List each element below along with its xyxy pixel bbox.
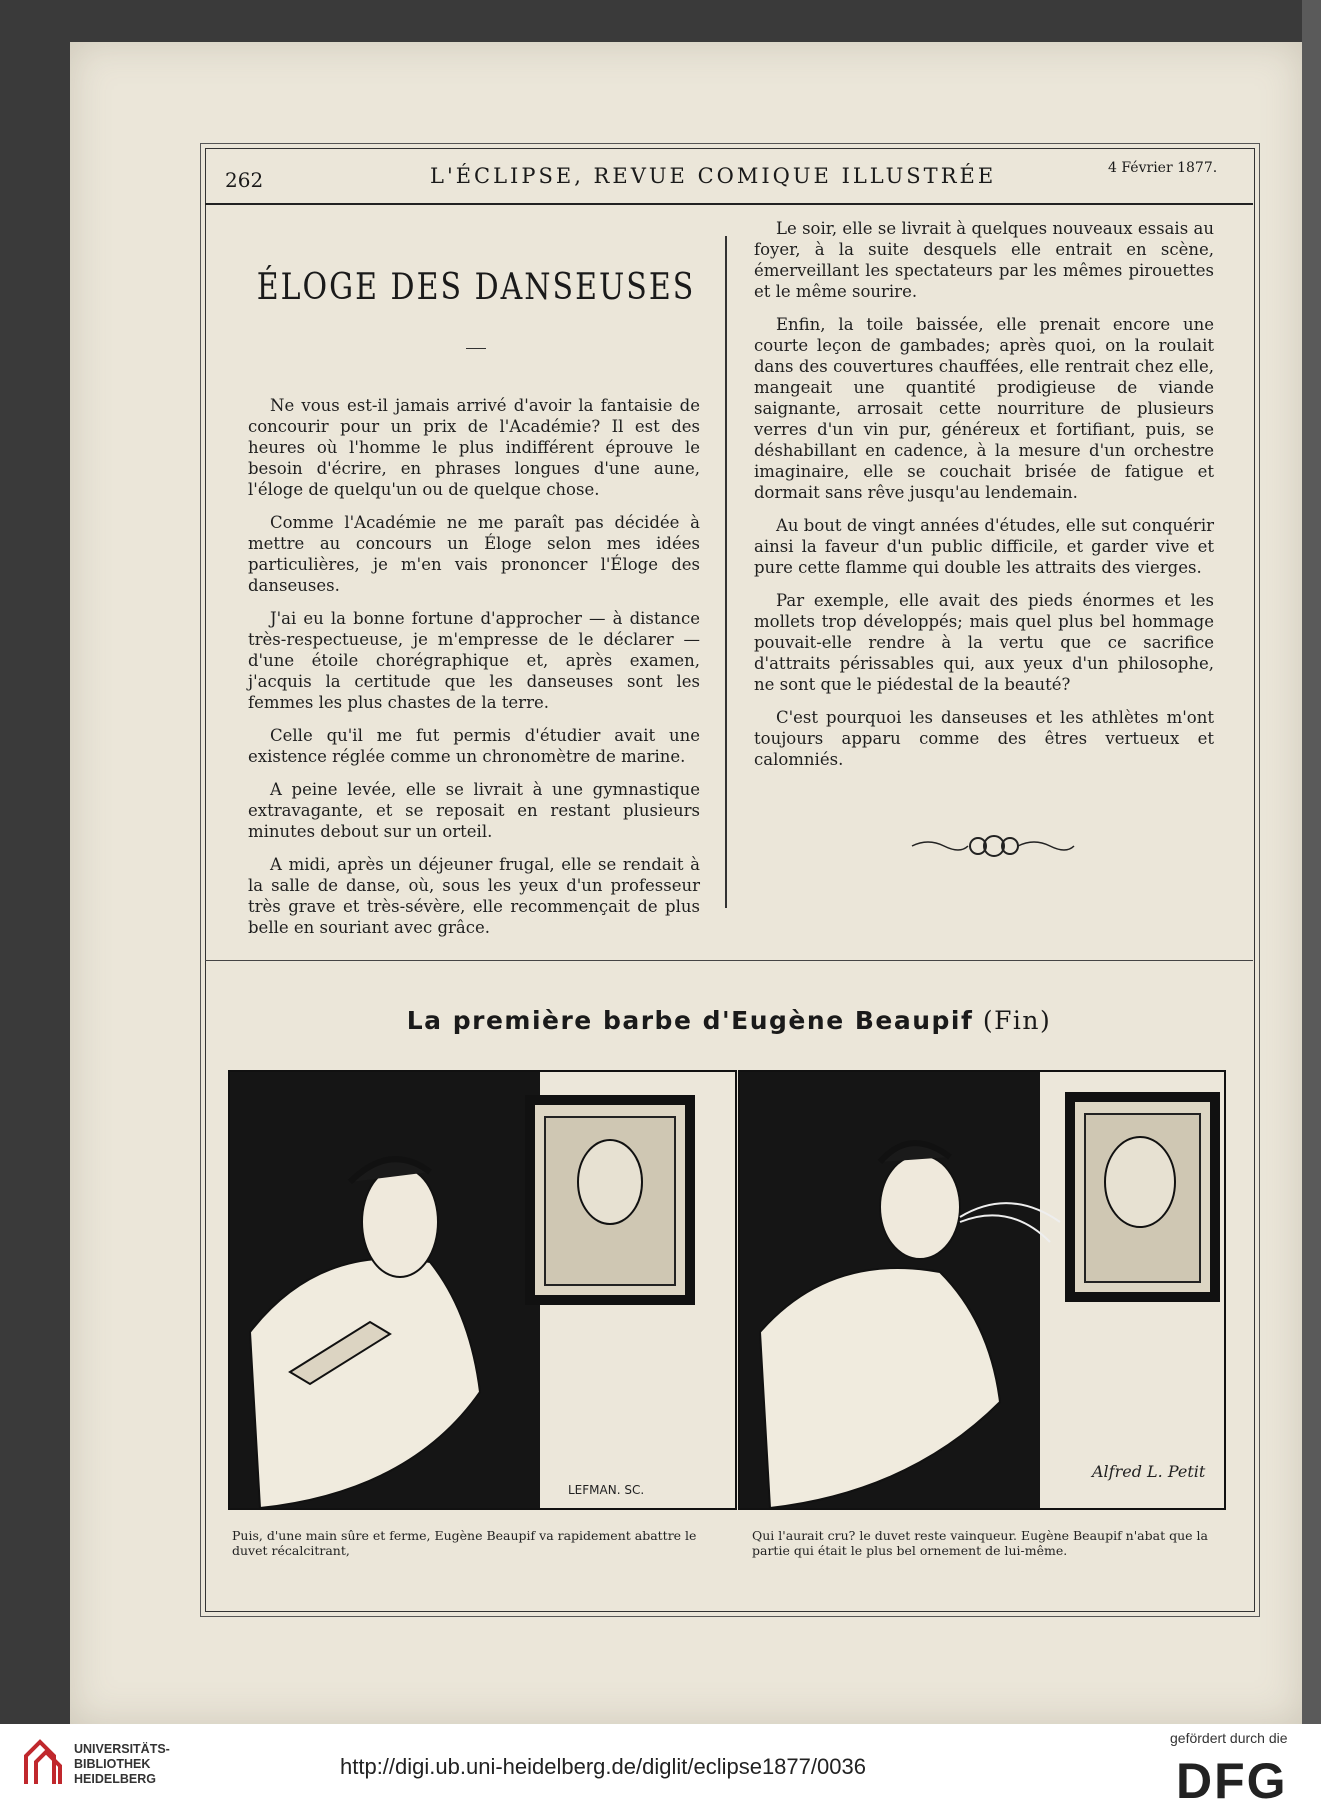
paragraph: Ne vous est-il jamais arrivé d'avoir la fantaisie de concourir pour un prix de l'Académie? Il est des heures où l'homme le plus indifférent éprouve le besoin d'écrire, en phrases longues d'une aune, l'éloge de quelqu'un ou de quelque chose. xyxy=(248,396,700,499)
permalink-url[interactable]: http://digi.ub.uni-heidelberg.de/diglit/eclipse1877/0036 xyxy=(340,1754,866,1779)
paragraph: Le soir, elle se livrait à quelques nouveaux essais au foyer, à la suite desquels elle entrait en scène, émerveillant les spectateurs par les mêmes pirouettes et le même sourire. xyxy=(754,219,1214,301)
paragraph: J'ai eu la bonne fortune d'approcher — à distance très-respectueuse, je m'empresse de le déclarer — d'une étoile chorégraphique et, après examen, j'acquis la certitude que les danseuses sont les femmes les plus chastes de la terre. xyxy=(248,609,700,712)
comic-panel-1 xyxy=(228,1070,737,1510)
publication-title: L'ÉCLIPSE, REVUE COMIQUE ILLUSTRÉE xyxy=(430,164,997,188)
comic-title-suffix: (Fin) xyxy=(982,1006,1052,1035)
page-number: 262 xyxy=(225,168,264,192)
paragraph: A peine levée, elle se livrait à une gymnastique extravagante, et se reposait en restant plusieurs minutes debout sur un orteil. xyxy=(248,780,700,841)
ornament-flourish xyxy=(908,828,1078,864)
library-name-line: UNIVERSITÄTS- xyxy=(74,1742,170,1756)
comic-title-main: La première barbe d'Eugène Beaupif xyxy=(406,1006,974,1035)
paragraph: Comme l'Académie ne me paraît pas décidée à mettre au concours un Éloge selon mes idées particulières, je m'en vais prononcer l'Éloge des danseuses. xyxy=(248,513,700,595)
column-rule xyxy=(725,236,727,908)
article-title: ÉLOGE DES DANSEUSES xyxy=(256,266,696,309)
panel1-signature: LEFMAN. SC. xyxy=(568,1483,645,1497)
comic-title xyxy=(205,1006,1253,1035)
scan-edge xyxy=(1302,0,1321,1724)
header-rule xyxy=(205,203,1253,205)
paragraph: Au bout de vingt années d'études, elle sut conquérir ainsi la faveur d'un public difficile, et garder vive et pure cette flamme qui double les attraits des vierges. xyxy=(754,516,1214,577)
comic-illustration-2 xyxy=(740,1072,1224,1508)
paragraph: A midi, après un déjeuner frugal, elle se rendait à la salle de danse, où, sous les yeux d'un professeur très grave et très-sévère, elle recommençait de plus belle en souriant avec grâce. xyxy=(248,855,700,937)
paragraph: Par exemple, elle avait des pieds énormes et les mollets trop développés; mais quel plus bel hommage pouvait-elle rendre à la vertu que ce sacrifice d'attraits périssables qui, aux yeux d'un philosophe, ne sont que le piédestal de la beauté? xyxy=(754,591,1214,694)
issue-date: 4 Février 1877. xyxy=(1108,160,1218,176)
comic-caption-1: Puis, d'une main sûre et ferme, Eugène Beaupif va rapidement abattre le duvet récalcitrant, xyxy=(232,1528,697,1558)
comic-panel-2 xyxy=(738,1070,1226,1510)
library-name xyxy=(74,1742,170,1787)
sponsor-text: gefördert durch die xyxy=(1170,1730,1288,1746)
dfg-logo: DFG xyxy=(1176,1753,1288,1809)
library-name-line: BIBLIOTHEK xyxy=(74,1757,151,1771)
comic-illustration-1 xyxy=(230,1072,735,1508)
paragraph: C'est pourquoi les danseuses et les athlètes m'ont toujours apparu comme des êtres vertueux et calomniés. xyxy=(754,708,1214,769)
ub-heidelberg-logo-icon xyxy=(22,1736,68,1788)
section-divider xyxy=(205,960,1253,961)
article-left-column xyxy=(248,395,700,950)
paragraph: Enfin, la toile baissée, elle prenait encore une courte leçon de gambades; après quoi, on la roulait dans des couvertures chauffées, elle rentrait chez elle, mangeait une quantité prodigieuse de viande saignante, arrosait cette nourriture de plusieurs verres d'un vin pur, généreux et fortifiant, puis, se déshabillant en cadence, à la mesure d'un orchestre imaginaire, elle se couchait brisée de fatigue et dormait sans rêve jusqu'au lendemain. xyxy=(754,315,1214,502)
library-name-line: HEIDELBERG xyxy=(74,1772,156,1786)
paragraph: Celle qu'il me fut permis d'étudier avait une existence réglée comme un chronomètre de marine. xyxy=(248,726,700,766)
article-right-column xyxy=(754,218,1214,782)
panel2-signature: Alfred L. Petit xyxy=(1092,1462,1206,1481)
title-dash xyxy=(466,348,486,349)
comic-caption-2: Qui l'aurait cru? le duvet reste vainqueur. Eugène Beaupif n'abat que la partie qui était le plus bel ornement de lui-même. xyxy=(752,1528,1208,1558)
